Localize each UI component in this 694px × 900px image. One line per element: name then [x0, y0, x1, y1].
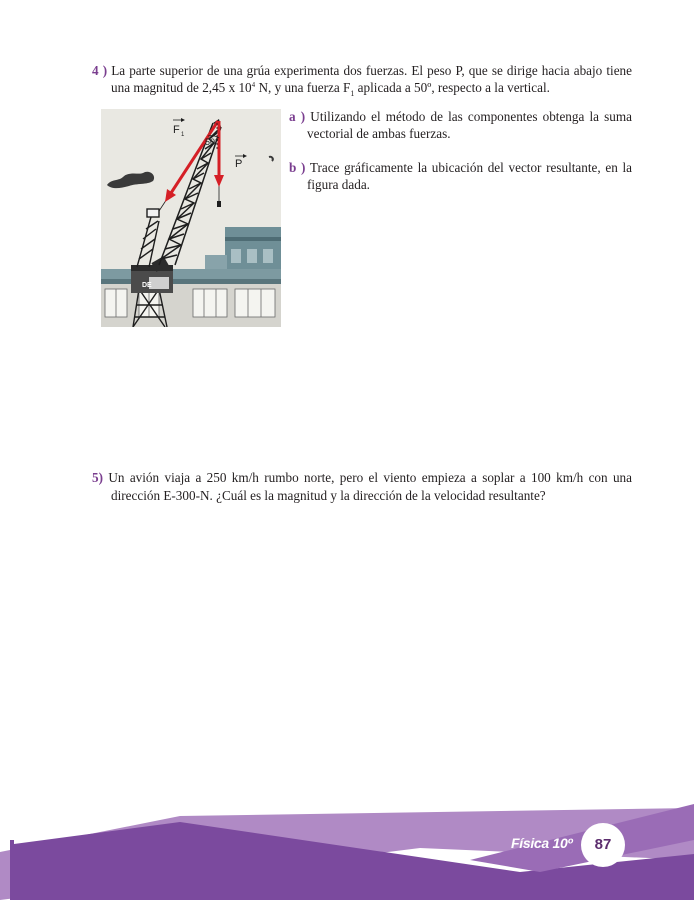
problem-4-text-2c: aplicada a 50º, respecto a la vertical.	[354, 80, 550, 95]
item-a-label: a )	[289, 109, 306, 124]
item-b-line-1	[289, 160, 632, 176]
problem-5-line-1	[92, 470, 632, 486]
item-b-line-2: figura dada.	[307, 177, 370, 192]
item-b-text-1: Trace gráficamente la ubicación del vector resultante, en la	[309, 160, 633, 175]
hook	[217, 201, 221, 207]
book-title: Física 10º	[511, 835, 573, 851]
item-a-text-1: Utilizando el método de las componentes obtenga la suma	[310, 109, 632, 124]
problem-5-number: 5)	[92, 470, 103, 485]
problem-4-number: 4 )	[92, 63, 108, 78]
p-letter: P	[235, 158, 243, 170]
f1-letter: F	[173, 124, 180, 136]
cabin-mark: DE	[142, 282, 152, 289]
item-a-line-1	[289, 109, 632, 125]
subscript: 1	[350, 89, 355, 98]
problem-4-text-2b: N, y una fuerza F	[255, 80, 351, 95]
problem-4-text-2a: una magnitud de 2,45 x 10	[111, 80, 252, 95]
problem-4-line-1	[92, 63, 632, 79]
problem-5-line-2: dirección E-300-N. ¿Cuál es la magnitud y la dirección de la velocidad resultante?	[111, 488, 546, 503]
item-b-label: b )	[289, 160, 306, 175]
problem-4-line-2	[111, 80, 550, 98]
problem-5-text-1: Un avión viaja a 250 km/h rumbo norte, pero el viento empieza a soplar a 100 km/h con una	[108, 470, 633, 485]
f1-subscript: 1	[181, 132, 185, 138]
problem-4-text-1: La parte superior de una grúa experimenta dos fuerzas. El peso P, que se dirige hacia abajo tiene	[111, 63, 632, 78]
crane-figure	[101, 109, 281, 327]
crane-illustration	[101, 109, 281, 327]
item-a-line-2: vectorial de ambas fuerzas.	[307, 126, 451, 141]
exponent: 4	[251, 81, 256, 89]
page-number: 87	[594, 836, 612, 853]
angle-label: 50°	[205, 137, 219, 147]
